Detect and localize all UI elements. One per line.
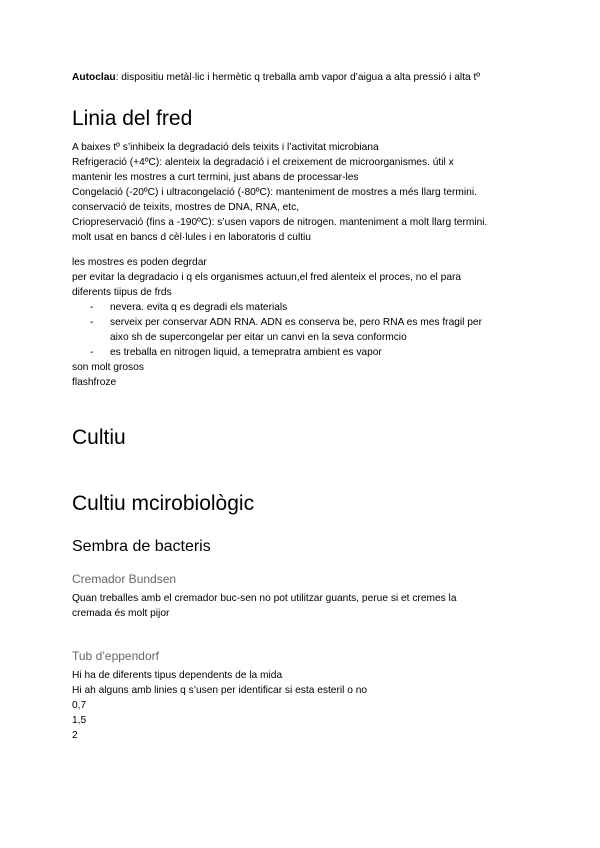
section-heading-cultiu-microbiologic: Cultiu mcirobiològic [72,492,255,515]
list-item-text: aixo sh de supercongelar per eitar un canvi en la seva conformcio [110,332,407,343]
eppendorf-body [72,668,367,743]
autoclau-definition [72,70,480,85]
list-item [72,315,482,345]
cremador-body [72,591,457,621]
linia-fred-notes [72,255,482,390]
list-item-text: nevera. evita q es degradi els materials [110,302,288,313]
list-item-text: es treballa en nitrogen liquid, a temepratra ambient es vapor [110,347,382,358]
subheading-sembra-de-bacteris: Sembra de bacteris [72,538,211,555]
autoclau-definition-text: : dispositiu metàl·lic i hermètic q treballa amb vapor d’aigua a alta pressió i alta tº [115,72,481,83]
bullet-list [72,300,482,360]
paragraph-line: Congelació (-20ºC) i ultracongelació (-80ºC): manteniment de mostres a més llarg termini. [72,187,477,198]
list-item [72,300,482,315]
paragraph-line: cremada és molt pijor [72,608,170,619]
note-line: per evitar la degradacio i q els organismes actuun,el fred alenteix el proces, no el para [72,272,462,283]
paragraph-line: 2 [72,730,78,741]
linia-fred-body [72,140,487,245]
paragraph-line: conservació de teixits, mostres de DNA, RNA, etc, [72,202,300,213]
paragraph-line: Hi ah alguns amb linies q s’usen per identificar si esta esteril o no [72,685,368,696]
paragraph-line: Quan treballes amb el cremador buc-sen no pot utilitzar guants, perue si et cremes la [72,593,457,604]
list-item-text: serveix per conservar ADN RNA. ADN es conserva be, pero RNA es mes fragil per [110,317,482,328]
section-heading-cultiu: Cultiu [72,426,126,449]
autoclau-term: Autoclau [72,72,116,83]
bullet-dash: - [90,317,94,328]
subsubheading-tub-eppendorf: Tub d’eppendorf [72,649,159,663]
paragraph-line: mantenir les mostres a curt termini, just abans de processar-les [72,172,359,183]
note-line: son molt grosos [72,362,144,373]
note-line: les mostres es poden degrdar [72,257,207,268]
note-line: diferents tiipus de frds [72,287,172,298]
section-heading-linia-del-fred: Linia del fred [72,107,193,130]
paragraph-line: Hi ha de diferents tipus dependents de la mida [72,670,283,681]
paragraph-line: A baixes tº s’inhibeix la degradació dels teixits i l’activitat microbiana [72,142,379,153]
note-line: flashfroze [72,377,117,388]
list-item [72,345,482,360]
paragraph-line: 0,7 [72,700,87,711]
subsubheading-cremador-bundsen: Cremador Bundsen [72,572,177,586]
paragraph-line: Criopreservació (fins a -190ºC): s’usen vapors de nitrogen. manteniment a molt llarg termini. [72,217,488,228]
paragraph-line: molt usat en bancs d cèl·lules i en laboratoris d cultiu [72,232,311,243]
bullet-dash: - [90,302,94,313]
paragraph-line: 1,5 [72,715,87,726]
paragraph-line: Refrigeració (+4ºC): alenteix la degradació i el creixement de microorganismes. útil x [72,157,454,168]
bullet-dash: - [90,347,94,358]
